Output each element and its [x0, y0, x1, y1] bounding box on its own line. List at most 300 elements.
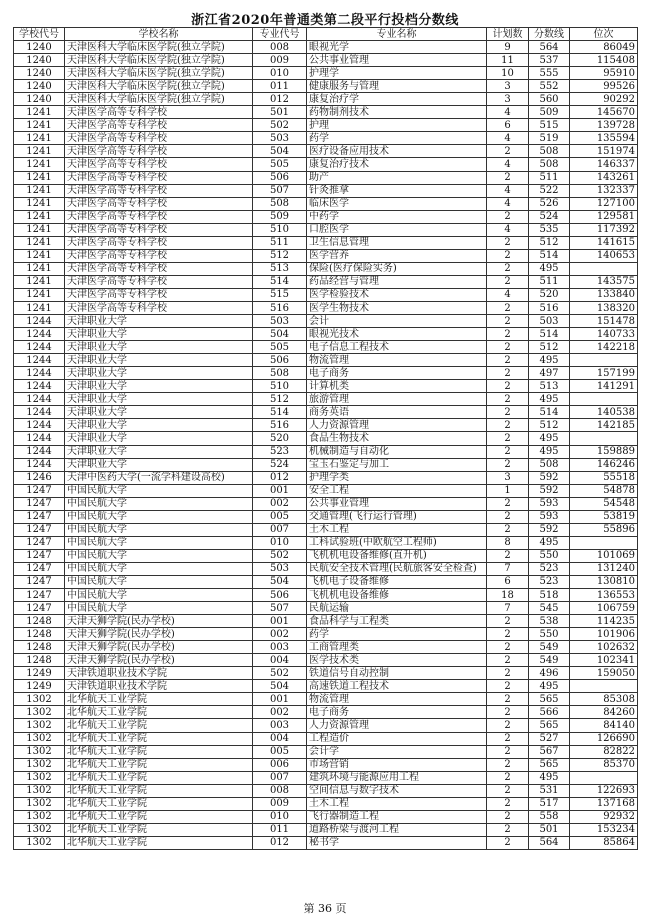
table-row: [14, 693, 638, 706]
score-line-cell: 537: [529, 54, 570, 67]
score-line-cell: 495: [529, 354, 570, 367]
page-title: 浙江省2020年普通类第二段平行投档分数线: [191, 13, 459, 28]
table-row: [14, 641, 638, 654]
table-row: [14, 549, 638, 562]
rank-cell: 133840: [570, 288, 638, 301]
rank-cell: 146246: [570, 458, 638, 471]
score-line-cell: 550: [529, 628, 570, 641]
school-code-cell: 1241: [14, 262, 65, 275]
rank-cell: 82822: [570, 745, 638, 758]
school-code-cell: 1241: [14, 249, 65, 262]
major-name-cell: 卫生信息管理: [307, 236, 487, 249]
rank-cell: 142218: [570, 341, 638, 354]
school-code-cell: 1241: [14, 119, 65, 132]
major-code-cell: 503: [253, 562, 307, 575]
major-name-cell: 眼视光技术: [307, 328, 487, 341]
school-code-cell: 1302: [14, 745, 65, 758]
score-line-cell: 508: [529, 158, 570, 171]
major-name-cell: 工商管理类: [307, 641, 487, 654]
plan-count-cell: 4: [487, 132, 529, 145]
school-name-cell: 天津医学高等专科学校: [65, 106, 253, 119]
score-line-cell: 531: [529, 784, 570, 797]
rank-cell: [570, 432, 638, 445]
major-name-cell: 中药学: [307, 210, 487, 223]
rank-cell: 151974: [570, 145, 638, 158]
rank-cell: 55518: [570, 471, 638, 484]
plan-count-cell: 18: [487, 589, 529, 602]
major-code-cell: 511: [253, 236, 307, 249]
school-name-cell: 天津职业大学: [65, 458, 253, 471]
school-code-cell: 1241: [14, 236, 65, 249]
major-name-cell: 安全工程: [307, 484, 487, 497]
major-code-cell: 006: [253, 758, 307, 771]
rank-cell: 54548: [570, 497, 638, 510]
plan-count-cell: 2: [487, 341, 529, 354]
school-code-cell: 1247: [14, 575, 65, 588]
major-code-cell: 506: [253, 589, 307, 602]
rank-cell: 140538: [570, 406, 638, 419]
major-name-cell: 健康服务与管理: [307, 80, 487, 93]
plan-count-cell: 2: [487, 654, 529, 667]
major-name-cell: 建筑环境与能源应用工程: [307, 771, 487, 784]
school-name-cell: 天津铁道职业技术学院: [65, 680, 253, 693]
major-code-cell: 510: [253, 380, 307, 393]
school-code-cell: 1244: [14, 354, 65, 367]
school-name-cell: 中国民航大学: [65, 484, 253, 497]
school-code-cell: 1246: [14, 471, 65, 484]
rank-cell: 114235: [570, 615, 638, 628]
plan-count-cell: 11: [487, 54, 529, 67]
school-code-cell: 1240: [14, 93, 65, 106]
table-row: [14, 654, 638, 667]
school-code-cell: 1241: [14, 171, 65, 184]
school-code-cell: 1249: [14, 680, 65, 693]
plan-count-cell: 2: [487, 145, 529, 158]
major-name-cell: 医学检验技术: [307, 288, 487, 301]
major-code-cell: 004: [253, 654, 307, 667]
table-row: [14, 288, 638, 301]
rank-cell: [570, 680, 638, 693]
school-code-cell: 1241: [14, 301, 65, 314]
plan-count-cell: 2: [487, 719, 529, 732]
major-code-cell: 506: [253, 354, 307, 367]
school-code-cell: 1302: [14, 797, 65, 810]
score-line-cell: 593: [529, 497, 570, 510]
school-name-cell: 中国民航大学: [65, 536, 253, 549]
plan-count-cell: 2: [487, 523, 529, 536]
plan-count-cell: 4: [487, 106, 529, 119]
school-code-cell: 1241: [14, 132, 65, 145]
major-code-cell: 012: [253, 471, 307, 484]
school-code-cell: 1302: [14, 836, 65, 849]
school-name-cell: 中国民航大学: [65, 523, 253, 536]
table-row: [14, 223, 638, 236]
major-code-cell: 512: [253, 393, 307, 406]
school-name-cell: 天津医科大学临床医学院(独立学院): [65, 93, 253, 106]
rank-cell: 115408: [570, 54, 638, 67]
major-name-cell: 空间信息与数字技术: [307, 784, 487, 797]
major-name-cell: 飞机机电设备维修(直升机): [307, 549, 487, 562]
school-code-cell: 1244: [14, 315, 65, 328]
major-name-cell: 物流管理: [307, 693, 487, 706]
plan-count-cell: 2: [487, 706, 529, 719]
rank-cell: 86049: [570, 41, 638, 54]
school-name-cell: 天津医学高等专科学校: [65, 236, 253, 249]
school-code-cell: 1302: [14, 758, 65, 771]
table-row: [14, 784, 638, 797]
major-code-cell: 514: [253, 406, 307, 419]
rank-cell: 159050: [570, 667, 638, 680]
table-row: [14, 536, 638, 549]
school-name-cell: 天津医学高等专科学校: [65, 184, 253, 197]
major-code-cell: 003: [253, 641, 307, 654]
school-code-cell: 1241: [14, 275, 65, 288]
score-line-cell: 508: [529, 145, 570, 158]
school-name-cell: 天津职业大学: [65, 341, 253, 354]
plan-count-cell: 2: [487, 301, 529, 314]
score-line-cell: 495: [529, 262, 570, 275]
major-name-cell: 公共事业管理: [307, 54, 487, 67]
plan-count-cell: 4: [487, 223, 529, 236]
score-line-cell: 549: [529, 641, 570, 654]
plan-count-cell: 2: [487, 510, 529, 523]
table-row: [14, 797, 638, 810]
school-code-cell: 1244: [14, 445, 65, 458]
score-line-cell: 509: [529, 106, 570, 119]
plan-count-cell: 2: [487, 784, 529, 797]
table-row: [14, 589, 638, 602]
score-line-cell: 519: [529, 132, 570, 145]
school-name-cell: 天津医学高等专科学校: [65, 132, 253, 145]
table-row: [14, 510, 638, 523]
school-name-cell: 中国民航大学: [65, 510, 253, 523]
major-code-cell: 005: [253, 510, 307, 523]
score-line-cell: 516: [529, 301, 570, 314]
major-code-cell: 515: [253, 288, 307, 301]
score-line-cell: 512: [529, 236, 570, 249]
rank-cell: 53819: [570, 510, 638, 523]
school-name-cell: 天津职业大学: [65, 406, 253, 419]
rank-cell: [570, 262, 638, 275]
major-name-cell: 道路桥梁与渡河工程: [307, 823, 487, 836]
major-name-cell: 眼视光学: [307, 41, 487, 54]
table-row: [14, 132, 638, 145]
table-row: [14, 54, 638, 67]
score-line-cell: 495: [529, 536, 570, 549]
plan-count-cell: 2: [487, 758, 529, 771]
major-code-cell: 010: [253, 67, 307, 80]
major-name-cell: 宝玉石鉴定与加工: [307, 458, 487, 471]
rank-cell: 102341: [570, 654, 638, 667]
score-line-cell: 495: [529, 771, 570, 784]
school-name-cell: 北华航天工业学院: [65, 732, 253, 745]
score-line-cell: 503: [529, 315, 570, 328]
plan-count-cell: 2: [487, 249, 529, 262]
plan-count-cell: 3: [487, 80, 529, 93]
plan-count-cell: 4: [487, 158, 529, 171]
major-name-cell: 民航运输: [307, 602, 487, 615]
table-row: [14, 315, 638, 328]
score-line-cell: 566: [529, 706, 570, 719]
score-line-cell: 552: [529, 80, 570, 93]
major-code-cell: 504: [253, 680, 307, 693]
table-row: [14, 732, 638, 745]
school-name-cell: 天津天狮学院(民办学校): [65, 654, 253, 667]
rank-cell: 142185: [570, 419, 638, 432]
rank-cell: 129581: [570, 210, 638, 223]
school-code-cell: 1240: [14, 80, 65, 93]
table-row: [14, 275, 638, 288]
table-row: [14, 719, 638, 732]
major-name-cell: 市场营销: [307, 758, 487, 771]
table-row: [14, 628, 638, 641]
major-code-cell: 002: [253, 628, 307, 641]
major-code-cell: 010: [253, 810, 307, 823]
rank-cell: 157199: [570, 367, 638, 380]
table-row: [14, 471, 638, 484]
rank-cell: 84260: [570, 706, 638, 719]
major-name-cell: 食品科学与工程类: [307, 615, 487, 628]
school-name-cell: 天津医学高等专科学校: [65, 223, 253, 236]
score-line-cell: 512: [529, 341, 570, 354]
major-code-cell: 524: [253, 458, 307, 471]
table-row: [14, 445, 638, 458]
major-code-cell: 004: [253, 732, 307, 745]
score-line-cell: 518: [529, 589, 570, 602]
plan-count-cell: 2: [487, 171, 529, 184]
table-row: [14, 419, 638, 432]
plan-count-cell: 2: [487, 432, 529, 445]
score-line-cell: 558: [529, 810, 570, 823]
school-name-cell: 天津职业大学: [65, 432, 253, 445]
plan-count-cell: 7: [487, 562, 529, 575]
major-name-cell: 民航安全技术管理(民航旅客安全检查): [307, 562, 487, 575]
major-name-cell: 护理: [307, 119, 487, 132]
school-code-cell: 1249: [14, 667, 65, 680]
table-row: [14, 458, 638, 471]
major-code-cell: 007: [253, 771, 307, 784]
school-code-cell: 1302: [14, 771, 65, 784]
school-code-cell: 1302: [14, 823, 65, 836]
school-code-cell: 1244: [14, 380, 65, 393]
rank-cell: [570, 354, 638, 367]
major-code-cell: 002: [253, 497, 307, 510]
rank-cell: 159889: [570, 445, 638, 458]
school-name-cell: 北华航天工业学院: [65, 836, 253, 849]
table-row: [14, 145, 638, 158]
table-row: [14, 615, 638, 628]
school-name-cell: 天津医学高等专科学校: [65, 158, 253, 171]
plan-count-cell: 7: [487, 602, 529, 615]
rank-cell: 90292: [570, 93, 638, 106]
school-code-cell: 1302: [14, 693, 65, 706]
score-line-cell: 549: [529, 654, 570, 667]
plan-count-cell: 9: [487, 41, 529, 54]
school-code-cell: 1241: [14, 106, 65, 119]
major-code-cell: 003: [253, 719, 307, 732]
major-code-cell: 505: [253, 158, 307, 171]
school-code-cell: 1247: [14, 589, 65, 602]
school-code-cell: 1302: [14, 706, 65, 719]
table-row: [14, 184, 638, 197]
major-name-cell: 高速铁道工程技术: [307, 680, 487, 693]
school-name-cell: 天津医学高等专科学校: [65, 119, 253, 132]
school-code-cell: 1247: [14, 602, 65, 615]
major-code-cell: 005: [253, 745, 307, 758]
table-row: [14, 562, 638, 575]
major-name-cell: 药学: [307, 628, 487, 641]
school-name-cell: 天津职业大学: [65, 380, 253, 393]
table-row: [14, 823, 638, 836]
school-name-cell: 天津医学高等专科学校: [65, 275, 253, 288]
school-code-cell: 1240: [14, 67, 65, 80]
major-code-cell: 503: [253, 315, 307, 328]
school-name-cell: 北华航天工业学院: [65, 784, 253, 797]
major-name-cell: 土木工程: [307, 797, 487, 810]
major-name-cell: 针灸推拿: [307, 184, 487, 197]
score-line-cell: 522: [529, 184, 570, 197]
score-line-cell: 526: [529, 197, 570, 210]
score-line-cell: 511: [529, 275, 570, 288]
score-line-cell: 565: [529, 758, 570, 771]
score-line-cell: 535: [529, 223, 570, 236]
major-name-cell: 电子商务: [307, 706, 487, 719]
major-code-cell: 009: [253, 54, 307, 67]
major-name-cell: 食品生物技术: [307, 432, 487, 445]
rank-cell: 143261: [570, 171, 638, 184]
major-code-cell: 012: [253, 836, 307, 849]
table-row: [14, 523, 638, 536]
plan-count-cell: 2: [487, 732, 529, 745]
school-code-cell: 1247: [14, 562, 65, 575]
plan-count-cell: 2: [487, 667, 529, 680]
major-code-cell: 012: [253, 93, 307, 106]
plan-count-cell: 2: [487, 458, 529, 471]
table-row: [14, 80, 638, 93]
rank-cell: 55896: [570, 523, 638, 536]
major-name-cell: 工科试验班(中欧航空工程师): [307, 536, 487, 549]
table-row: [14, 680, 638, 693]
rank-cell: 84140: [570, 719, 638, 732]
school-code-cell: 1241: [14, 210, 65, 223]
major-code-cell: 507: [253, 602, 307, 615]
major-code-cell: 506: [253, 171, 307, 184]
school-name-cell: 中国民航大学: [65, 562, 253, 575]
rank-cell: 135594: [570, 132, 638, 145]
table-row: [14, 497, 638, 510]
major-name-cell: 飞机机电设备维修: [307, 589, 487, 602]
plan-count-cell: 2: [487, 354, 529, 367]
plan-count-cell: 2: [487, 771, 529, 784]
school-code-cell: 1244: [14, 341, 65, 354]
school-name-cell: 天津职业大学: [65, 445, 253, 458]
school-code-cell: 1248: [14, 615, 65, 628]
table-row: [14, 406, 638, 419]
school-name-cell: 中国民航大学: [65, 497, 253, 510]
plan-count-cell: 2: [487, 680, 529, 693]
major-code-cell: 502: [253, 549, 307, 562]
plan-count-cell: 2: [487, 210, 529, 223]
table-row: [14, 706, 638, 719]
score-line-cell: 512: [529, 419, 570, 432]
rank-cell: 127100: [570, 197, 638, 210]
table-row: [14, 119, 638, 132]
rank-cell: [570, 393, 638, 406]
rank-cell: [570, 771, 638, 784]
school-name-cell: 天津医科大学临床医学院(独立学院): [65, 54, 253, 67]
header-school-name: 学校名称: [65, 28, 253, 41]
header-major-name: 专业名称: [307, 28, 487, 41]
table-row: [14, 810, 638, 823]
plan-count-cell: 2: [487, 797, 529, 810]
major-name-cell: 口腔医学: [307, 223, 487, 236]
school-code-cell: 1244: [14, 367, 65, 380]
table-row: [14, 575, 638, 588]
score-line-cell: 520: [529, 288, 570, 301]
major-code-cell: 002: [253, 706, 307, 719]
school-code-cell: 1244: [14, 328, 65, 341]
school-name-cell: 北华航天工业学院: [65, 706, 253, 719]
score-line-cell: 514: [529, 406, 570, 419]
major-code-cell: 509: [253, 210, 307, 223]
score-line-cell: 515: [529, 119, 570, 132]
rank-cell: 99526: [570, 80, 638, 93]
school-name-cell: 天津医学高等专科学校: [65, 171, 253, 184]
major-name-cell: 药品经营与管理: [307, 275, 487, 288]
major-name-cell: 计算机类: [307, 380, 487, 393]
school-name-cell: 天津医学高等专科学校: [65, 301, 253, 314]
major-name-cell: 人力资源管理: [307, 419, 487, 432]
score-line-cell: 495: [529, 680, 570, 693]
plan-count-cell: 2: [487, 419, 529, 432]
rank-cell: 95910: [570, 67, 638, 80]
school-code-cell: 1244: [14, 406, 65, 419]
table-row: [14, 836, 638, 849]
score-line-cell: 567: [529, 745, 570, 758]
school-code-cell: 1241: [14, 184, 65, 197]
plan-count-cell: 2: [487, 836, 529, 849]
major-name-cell: 公共事业管理: [307, 497, 487, 510]
school-name-cell: 北华航天工业学院: [65, 693, 253, 706]
school-code-cell: 1247: [14, 536, 65, 549]
school-code-cell: 1244: [14, 458, 65, 471]
rank-cell: 132337: [570, 184, 638, 197]
major-name-cell: 护理学: [307, 67, 487, 80]
school-code-cell: 1247: [14, 484, 65, 497]
header-school-code: 学校代号: [14, 28, 65, 41]
major-code-cell: 501: [253, 106, 307, 119]
major-name-cell: 医学营养: [307, 249, 487, 262]
rank-cell: 141615: [570, 236, 638, 249]
major-name-cell: 旅游管理: [307, 393, 487, 406]
score-line-cell: 560: [529, 93, 570, 106]
rank-cell: 92932: [570, 810, 638, 823]
score-line-cell: 495: [529, 393, 570, 406]
rank-cell: 101906: [570, 628, 638, 641]
table-row: [14, 236, 638, 249]
major-name-cell: 工程造价: [307, 732, 487, 745]
table-row: [14, 197, 638, 210]
school-name-cell: 天津天狮学院(民办学校): [65, 615, 253, 628]
school-name-cell: 天津职业大学: [65, 419, 253, 432]
table-row: [14, 328, 638, 341]
school-name-cell: 天津医学高等专科学校: [65, 288, 253, 301]
plan-count-cell: 2: [487, 328, 529, 341]
school-name-cell: 北华航天工业学院: [65, 719, 253, 732]
school-name-cell: 天津医学高等专科学校: [65, 210, 253, 223]
school-code-cell: 1247: [14, 523, 65, 536]
score-line-cell: 523: [529, 562, 570, 575]
